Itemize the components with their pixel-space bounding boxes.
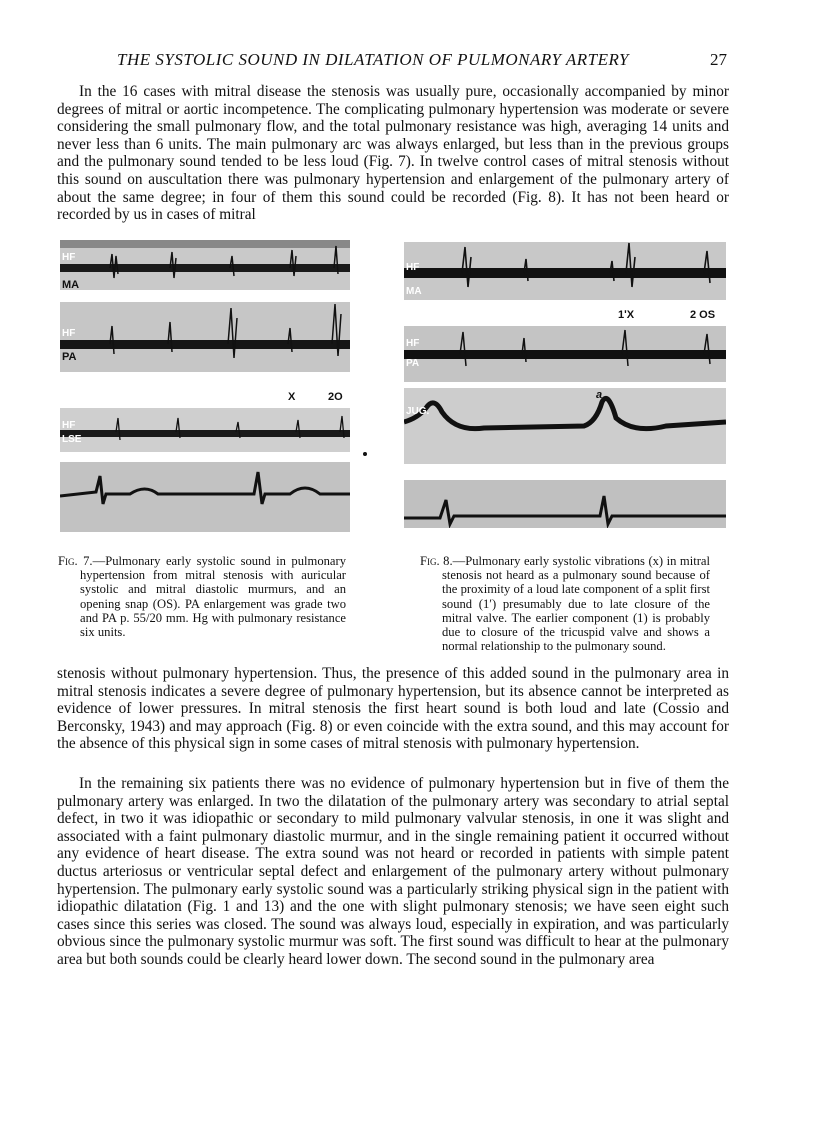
fig7-label-ma: MA [62, 279, 80, 291]
fig7-label-hf-2: HF [62, 328, 76, 339]
figure-8-caption-text: —Pulmonary early systolic vibrations (x) in mitral stenosis not heard as a pulmonary sound because of the proximity of a loud late component of a split first sound (1ʹ) presumably due to late closure of the mitral valve. The earlier component (1) is probably due to closure of the tricuspid valve and shows a normal relationship to the pulmonary sound. [442, 554, 710, 654]
figure-8-caption [420, 554, 710, 653]
fig8-label-a: a [596, 389, 603, 401]
figure-7-caption-label: Fig. 7. [58, 554, 93, 568]
figure-8-phonocardiogram [404, 242, 726, 528]
fig7-label-hf-3: HF [62, 420, 76, 431]
figure-7 [60, 240, 350, 532]
page-number: 27 [710, 50, 727, 69]
paragraph-remaining-patients: In the remaining six patients there was no evidence of pulmonary hypertension but in five of them the pulmonary artery was enlarged. In two the dilatation of the pulmonary artery was secondary to atrial septal defect, in two it was idiopathic or secondary to mild pulmonary valvular stenosis, in one it was slight and associated with a faint pulmonary diastolic murmur, and in the single remaining patient it occurred without any evidence of heart disease. The extra sound was not heard or recorded in patients with simple patent ductus arteriosus or ventricular septal defect and enlargement of the pulmonary artery without pulmonary hypertension. The pulmonary early systolic sound was a particularly striking physical sign in the patient with idiopathic dilatation (Fig. 1 and 13) and the one with slight pulmonary stenosis; we have seen eight such cases since this series was closed. The sound was always loud, especially in expiration, and was particularly obvious since the pulmonary systolic murmur was soft. The first sound was difficult to hear at the pulmonary area but both sounds could be clearly heard lower down. The second sound in the pulmonary area [57, 775, 729, 968]
fig8-label-ma: MA [406, 286, 422, 297]
figure-8 [404, 242, 726, 528]
running-title: THE SYSTOLIC SOUND IN DILATATION OF PULMONARY ARTERY [117, 50, 629, 69]
fig7-label-hf-1: HF [62, 252, 76, 263]
figure-7-caption [58, 554, 346, 639]
figure-7-phonocardiogram [60, 240, 350, 532]
fig8-label-jug: JUG. [406, 406, 430, 417]
paragraph-mitral-disease: In the 16 cases with mitral disease the stenosis was usually pure, occasionally accompanied by minor degrees of mitral or aortic incompetence. The complicating pulmonary hypertension was moderate or severe considering the small pulmonary flow, and the total pulmonary resistance was high, averaging 14 units and never less than 6 units. The main pulmonary arc was always enlarged, but less than in the previous groups and the pulmonary sound tended to be less loud (Fig. 7). In twelve control cases of mitral stenosis without this sound on auscultation there was pulmonary hypertension and enlargement of the pulmonary artery of about the same degree; in four of them this sound could be recorded (Fig. 8). It has not been heard or recorded by us in cases of mitral [57, 83, 729, 224]
fig7-label-lse: LSE [62, 434, 82, 445]
paragraph-mitral-stenosis: stenosis without pulmonary hypertension. Thus, the presence of this added sound in the pulmonary area in mitral stenosis indicates a severe degree of pulmonary hypertension, but its absence cannot be interpreted as evidence of lower pressures. In mitral stenosis the first heart sound is both loud and late (Cossio and Berconsky, 1943) and may approach (Fig. 8) or even coincide with the extra sound, and this may account for the absence of this physical sign in some cases of mitral stenosis with pulmonary hypertension. [57, 665, 729, 753]
fig8-label-hf-1: HF [406, 262, 420, 273]
fig8-label-hf-2: HF [406, 338, 420, 349]
stray-dot [363, 452, 367, 456]
fig8-label-os: 2 OS [690, 309, 716, 321]
fig8-label-pa: PA [406, 358, 420, 369]
running-header [117, 50, 727, 74]
figure-8-caption-label: Fig. 8. [420, 554, 453, 568]
fig8-label-x: 1ʹX [618, 309, 635, 321]
fig7-label-os: 2O [328, 391, 343, 403]
fig7-label-pa: PA [62, 351, 77, 363]
figure-7-caption-text: —Pulmonary early systolic sound in pulmonary hypertension from mitral stenosis with auricular systolic and mitral diastolic murmurs, and an opening snap (OS). PA enlargement was grade two and PA p. 55/20 mm. Hg with pulmonary resistance six units. [80, 554, 346, 640]
fig7-label-x: X [288, 391, 296, 403]
